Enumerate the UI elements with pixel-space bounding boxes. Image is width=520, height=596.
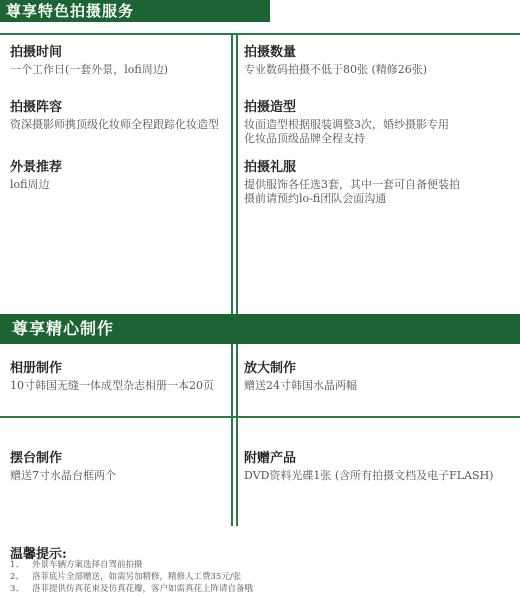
info-cell-outdoor-recommendation bbox=[10, 160, 220, 192]
divider bbox=[236, 33, 238, 318]
tip-text: 洛菲提供仿真花束及仿真花瓣，客户如需真花上阵请自备哦 bbox=[32, 584, 254, 594]
info-cell-shoot-quantity bbox=[244, 45, 484, 77]
divider bbox=[231, 344, 233, 526]
info-cell-album bbox=[10, 361, 230, 393]
cell-title: 附赠产品 bbox=[244, 451, 297, 466]
tips-title: 温馨提示: bbox=[10, 547, 67, 562]
tip-text: 外景车辆方案选择自驾前拍摄 bbox=[32, 560, 143, 570]
cell-title: 拍摄礼服 bbox=[244, 160, 297, 175]
cell-desc: 提供服饰各任选3套，其中一套可自备便装拍摄前请预约lo-fi团队会面沟通 bbox=[244, 178, 460, 205]
info-cell-table-frame bbox=[10, 451, 220, 483]
cell-desc: 赠送7寸水晶台框两个 bbox=[10, 469, 116, 482]
tip-number: 2、 bbox=[10, 572, 24, 582]
info-cell-shoot-time bbox=[10, 45, 220, 77]
tip-item bbox=[10, 584, 253, 595]
section-title-production: 尊享精心制作 bbox=[0, 314, 520, 344]
section-title-special-services: 尊享特色拍摄服务 bbox=[0, 0, 270, 22]
cell-title: 拍摄阵容 bbox=[10, 100, 63, 115]
cell-title: 摆台制作 bbox=[10, 451, 63, 466]
cell-title: 相册制作 bbox=[10, 361, 63, 376]
divider bbox=[0, 416, 520, 418]
info-cell-shoot-team bbox=[10, 100, 220, 132]
cell-desc: 妆面造型根据服装调整3次，婚纱摄影专用化妆品顶级品牌全程支持 bbox=[244, 118, 449, 145]
cell-desc: 专业数码拍摄不低于80张 (精修26张) bbox=[244, 63, 428, 76]
tip-text: 洛菲底片全部赠送，如需另加精修，精修人工费35元/张 bbox=[32, 572, 242, 582]
info-cell-shoot-styling bbox=[244, 100, 459, 146]
tip-number: 3、 bbox=[10, 584, 24, 594]
tip-item bbox=[10, 560, 143, 571]
cell-desc: 10寸韩国无缝一体成型杂志相册一本20页 bbox=[10, 379, 214, 392]
divider bbox=[236, 344, 238, 526]
cell-title: 放大制作 bbox=[244, 361, 297, 376]
cell-desc: 一个工作日(一套外景，lofi周边) bbox=[10, 63, 169, 76]
info-cell-bonus-products bbox=[244, 451, 514, 483]
cell-title: 拍摄造型 bbox=[244, 100, 297, 115]
cell-title: 外景推荐 bbox=[10, 160, 63, 175]
tip-number: 1、 bbox=[10, 560, 24, 570]
divider bbox=[231, 33, 233, 318]
divider bbox=[0, 33, 520, 35]
info-cell-shoot-gowns bbox=[244, 160, 469, 206]
cell-desc: lofi周边 bbox=[10, 178, 50, 191]
cell-desc: DVD资料光碟1张 (含所有拍摄文档及电子FLASH) bbox=[244, 469, 494, 482]
cell-desc: 资深摄影师携顶级化妆师全程跟踪化妆造型 bbox=[10, 118, 219, 131]
cell-desc: 赠送24寸韩国水晶两幅 bbox=[244, 379, 357, 392]
cell-title: 拍摄时间 bbox=[10, 45, 63, 60]
cell-title: 拍摄数量 bbox=[244, 45, 297, 60]
info-cell-enlargement bbox=[244, 361, 484, 393]
tip-item bbox=[10, 572, 241, 583]
